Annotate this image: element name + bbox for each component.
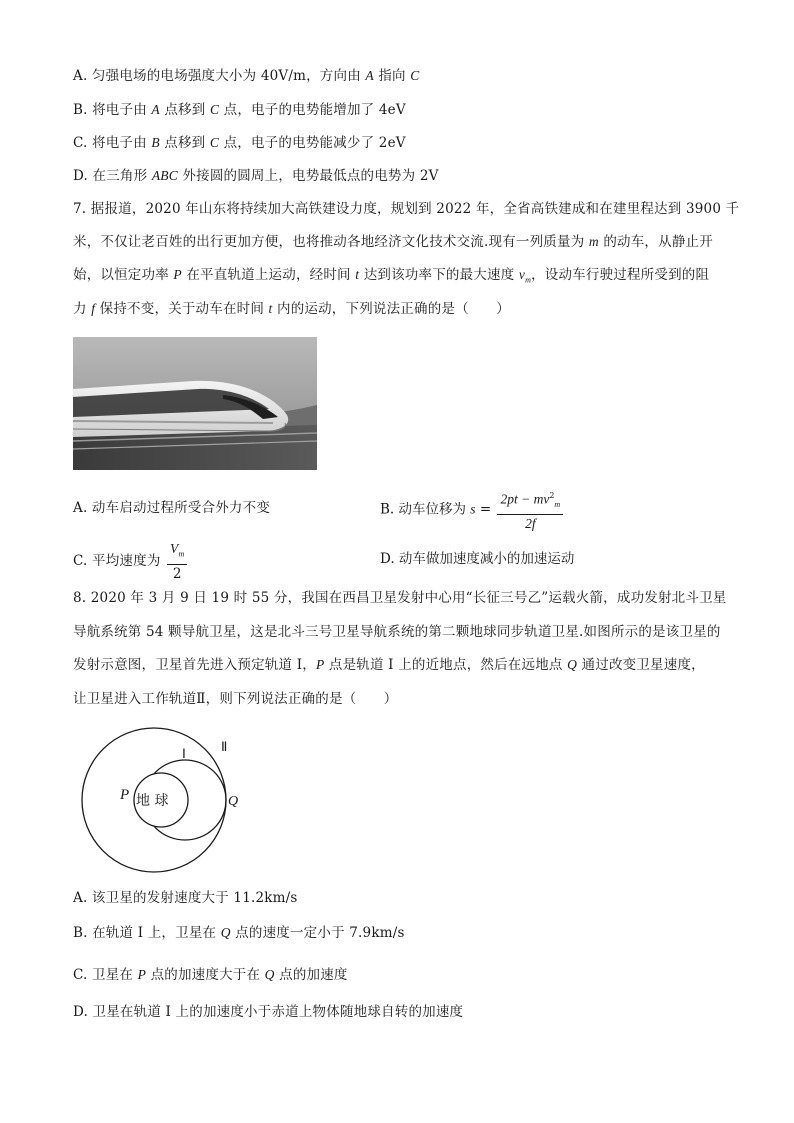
text: 点的速度一定小于 7.9km/s: [230, 925, 405, 941]
q8-option-b: [73, 923, 405, 943]
var-q: Q: [264, 967, 275, 982]
text: 点的加速度大于在: [146, 967, 265, 983]
text: C. 卫星在: [73, 967, 138, 983]
text: =: [475, 501, 496, 518]
text: 点移到: [159, 135, 210, 151]
var-t: t: [268, 301, 273, 316]
text: 点移到: [159, 102, 210, 118]
var-c: C: [209, 135, 220, 150]
var-abc: ABC: [151, 168, 178, 183]
var-b: B: [151, 135, 160, 150]
text: ，设动车行驶过程所受到的阻: [531, 267, 710, 283]
text: 点，电子的电势能减少了 2eV: [219, 135, 406, 151]
label-orbit-i: Ⅰ: [182, 746, 186, 761]
label-orbit-ii: Ⅱ: [221, 739, 228, 754]
q7-stem-line-2: [73, 232, 713, 252]
q8-stem-line-2: 导航系统第 54 颗导航卫星，这是北斗三号卫星导航系统的第二颗地球同步轨道卫星.如图所示的是该卫星的: [73, 624, 721, 640]
var-p: P: [137, 967, 147, 982]
var-t: t: [355, 267, 360, 282]
var-f: f: [91, 301, 96, 316]
var-q: Q: [220, 925, 231, 940]
text: 力: [73, 301, 92, 317]
subscript: m: [178, 549, 185, 559]
denominator: 2f: [525, 516, 536, 532]
text: 在平直轨道上运动，经时间: [181, 267, 356, 283]
q8-stem-line-3: [73, 655, 705, 675]
text: 点，电子的电势能增加了 4eV: [219, 102, 406, 118]
var-p: P: [173, 267, 182, 282]
text: 点是轨道 Ⅰ 上的近地点，然后在远地点: [324, 657, 568, 673]
var-a: A: [365, 68, 374, 83]
text: B. 在轨道 Ⅰ 上，卫星在: [73, 925, 221, 941]
bullet-train-photo: [73, 337, 317, 470]
q6-option-a: [73, 66, 419, 86]
var-p: P: [315, 657, 325, 672]
fraction: [167, 541, 187, 582]
text: B. 动车位移为: [380, 501, 471, 518]
numerator: V: [170, 541, 179, 556]
denominator: 2: [172, 565, 182, 582]
q8-option-d: D. 卫星在轨道 Ⅰ 上的加速度小于赤道上物体随地球自转的加速度: [73, 1004, 464, 1020]
q8-option-c: [73, 965, 348, 985]
label-p: P: [120, 787, 130, 803]
superscript: 2: [549, 491, 555, 500]
label-q: Q: [228, 794, 239, 809]
q7-option-a: A. 动车启动过程所受合外力不变: [73, 500, 271, 516]
text: 内的运动，下列说法正确的是（ ）: [272, 301, 510, 317]
text: 始，以恒定功率: [73, 267, 174, 283]
text: 指向: [373, 68, 411, 84]
q7-option-d: D. 动车做加速度减小的加速运动: [380, 551, 575, 567]
q6-option-d: [73, 166, 439, 186]
var-s: s: [470, 501, 476, 517]
q7-stem-line-4: [73, 299, 510, 319]
q6-option-c: [73, 133, 406, 153]
text: D. 在三角形: [73, 168, 152, 184]
text: 点的加速度: [274, 967, 348, 983]
var-c: C: [410, 68, 420, 83]
text: 米，不仅让老百姓的出行更加方便，也将推动各地经济文化技术交流.现有一列质量为: [73, 234, 589, 250]
label-earth: 地 球: [136, 793, 169, 809]
text: 通过改变卫星速度，: [577, 657, 705, 673]
subscript-m: m: [525, 275, 532, 285]
text: B. 将电子由: [73, 102, 152, 118]
text: 达到该功率下的最大速度: [359, 267, 519, 283]
numerator: 2pt − mv: [500, 491, 550, 507]
q7-stem-line-3: [73, 265, 709, 291]
q7-stem-line-1: 7. 据报道，2020 年山东将持续加大高铁建设力度，规划到 2022 年，全省高铁建成和在建里程达到 3900 千: [73, 201, 740, 217]
text: 保持不变，关于动车在时间: [95, 301, 269, 317]
text: C. 将电子由: [73, 135, 152, 151]
text: C. 平均速度为: [73, 552, 166, 569]
text: 发射示意图，卫星首先进入预定轨道 Ⅰ，: [73, 657, 316, 673]
fraction: [497, 488, 563, 532]
q7-option-b: [380, 488, 563, 532]
var-v: v: [518, 267, 526, 282]
var-m: m: [588, 234, 599, 249]
q8-stem-line-4: 让卫星进入工作轨道Ⅱ，则下列说法正确的是（ ）: [73, 691, 398, 707]
q8-stem-line-1: 8. 2020 年 3 月 9 日 19 时 55 分，我国在西昌卫星发射中心用“长征三号乙”运载火箭，成功发射北斗卫星: [73, 590, 727, 606]
q7-option-c: [73, 541, 187, 582]
subscript: m: [554, 500, 561, 510]
var-q: Q: [567, 657, 578, 672]
q8-option-a: A. 该卫星的发射速度大于 11.2km/s: [73, 890, 298, 906]
text: 的动车，从静止开: [598, 234, 713, 250]
text: A. 匀强电场的电场强度大小为 40V/m，方向由: [73, 68, 366, 84]
q6-option-b: [73, 100, 406, 120]
orbit-diagram: [75, 725, 290, 875]
var-c: C: [209, 102, 220, 117]
var-a: A: [151, 102, 160, 117]
text: 外接圆的圆周上，电势最低点的电势为 2V: [177, 168, 439, 184]
